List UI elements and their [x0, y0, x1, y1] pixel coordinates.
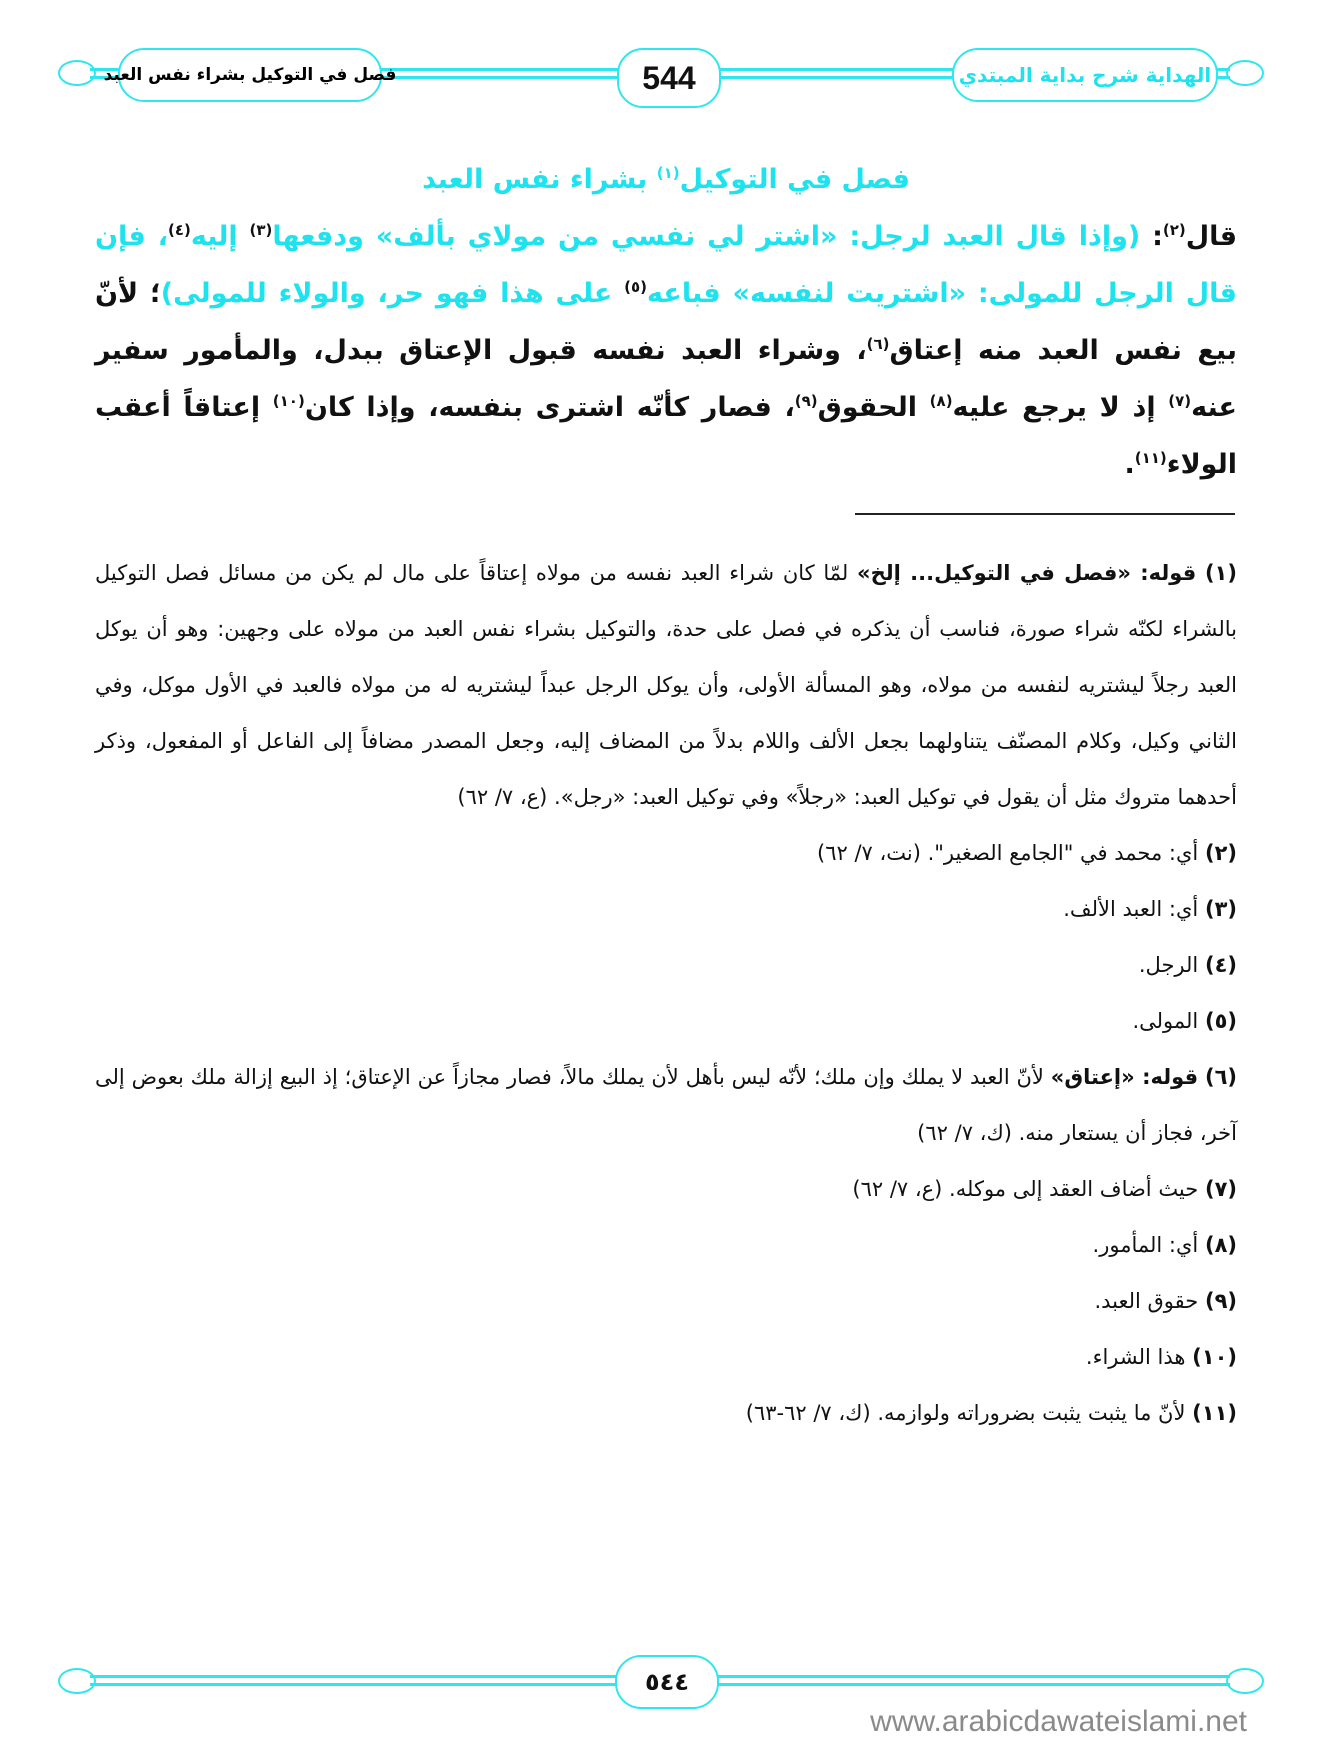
- footnote: [95, 1385, 1237, 1441]
- matn-text: ، فإن قال الرجل للمولى: «اشتريت لنفسه» فباعه: [95, 221, 1237, 309]
- footnote-ref: (٤): [167, 221, 191, 239]
- footnote: [95, 937, 1237, 993]
- footnote: [95, 1217, 1237, 1273]
- commentary-text: قال: [1185, 221, 1237, 252]
- commentary-text: ؛ لأنّ بيع نفس العبد منه إعتاق: [95, 278, 1237, 366]
- footnote-ref: (٨): [929, 392, 953, 410]
- footnote-lead: قوله: «إعتاق»: [1050, 1065, 1199, 1089]
- footnote-text: الرجل.: [1138, 953, 1199, 977]
- commentary-text: ، وشراء العبد نفسه قبول الإعتاق ببدل، والمأمور سفير عنه: [95, 335, 1237, 423]
- footnote-text: لأنّ ما يثبت يثبت بضروراته ولوازمه. (ك، ٧/ ٦٢-٦٣): [745, 1401, 1186, 1425]
- footnote-number: (٨): [1204, 1233, 1237, 1257]
- footnote-ref: (٩): [794, 392, 818, 410]
- footnotes: [95, 545, 1237, 1441]
- footnote-number: (٣): [1204, 897, 1237, 921]
- footer-page-number: ٥٤٤: [615, 1655, 719, 1709]
- footnote-ref: (٥): [624, 278, 648, 296]
- running-section-title: فصل في التوكيل بشراء نفس العبد: [118, 48, 382, 102]
- footnote-ref: (١): [656, 164, 680, 182]
- footnote: [95, 1161, 1237, 1217]
- matn-text: على هذا فهو حر، والولاء للمولى): [160, 278, 625, 309]
- footnote-separator: [855, 513, 1235, 515]
- ornament-end: [58, 60, 96, 86]
- footnote-text: أي: المأمور.: [1092, 1233, 1199, 1257]
- footnote-number: (٧): [1204, 1177, 1237, 1201]
- footnote-ref: (٣): [249, 221, 273, 239]
- footnote: [95, 1049, 1237, 1161]
- footnote: [95, 1329, 1237, 1385]
- footnote-ref: (٦): [866, 335, 890, 353]
- footnote-text: لمّا كان شراء العبد نفسه من مولاه إعتاقاً على مال لم يكن من مسائل فصل التوكيل بالشراء لكنّه شراء صورة، فناسب أن يذكره في فصل على حدة، والتوكيل بشراء نفس العبد من مولاه على وجهين: وهو أن يوكل العبد رجلاً ليشتريه لنفسه من مولاه، وهو المسألة الأولى، وأن يوكل الرجل عبداً ليشتريه له من مولاه فالعبد في الأول موكل، وفي الثاني وكيل، وكلام المصنّف يتناولهما بجعل الألف واللام بدلاً من المضاف إليه، وجعل المصدر مضافاً إلى الفاعل أو المفعول، وذكر أحدهما متروك مثل أن يقول في توكيل العبد: «رجلاً» وفي توكيل العبد: «رجل». (ع، ٧/ ٦٢): [95, 561, 1237, 809]
- footnote-text: لأنّ العبد لا يملك وإن ملك؛ لأنّه ليس بأهل لأن يملك مالاً، فصار مجازاً عن الإعتاق؛ إذ البيع إزالة ملك بعوض إلى آخر، فجاز أن يستعار منه. (ك، ٧/ ٦٢): [95, 1065, 1237, 1145]
- footnote-text: حيث أضاف العقد إلى موكله. (ع، ٧/ ٦٢): [852, 1177, 1199, 1201]
- footnote: [95, 545, 1237, 825]
- footnote-text: أي: محمد في "الجامع الصغير". (نت، ٧/ ٦٢): [817, 841, 1199, 865]
- page-number: 544: [617, 48, 721, 108]
- footnote-text: المولى.: [1132, 1009, 1199, 1033]
- ornament-end: [1226, 60, 1264, 86]
- footnote-number: (١): [1204, 561, 1237, 585]
- main-text: [95, 160, 1237, 493]
- matn-text: (وإذا قال العبد لرجل: «اشتر لي نفسي من مولاي بألف» ودفعها: [272, 221, 1141, 252]
- footnote: [95, 993, 1237, 1049]
- footnote-text: هذا الشراء.: [1085, 1345, 1186, 1369]
- footnote-ref: (٢): [1162, 221, 1186, 239]
- commentary-text: :: [1140, 221, 1163, 252]
- commentary-text: إذ لا يرجع عليه: [952, 392, 1169, 423]
- footnote-number: (٤): [1204, 953, 1237, 977]
- ornament-end: [1226, 1668, 1264, 1694]
- commentary-text: إعتاقاً أعقب الولاء: [95, 392, 1237, 480]
- footnote-number: (٢): [1204, 841, 1237, 865]
- footnote-lead: قوله: «فصل في التوكيل... إلخ»: [857, 561, 1197, 585]
- footnote-ref: (١١): [1134, 449, 1167, 467]
- footnote-number: (١١): [1192, 1401, 1237, 1425]
- ornament-end: [58, 1668, 96, 1694]
- footnote-number: (٦): [1204, 1065, 1238, 1089]
- footnote-ref: (٧): [1168, 392, 1192, 410]
- footnote-number: (١٠): [1192, 1345, 1237, 1369]
- footnote: [95, 1273, 1237, 1329]
- footnote: [95, 825, 1237, 881]
- footnote: [95, 881, 1237, 937]
- main-paragraph: [95, 208, 1237, 493]
- commentary-text: ، فصار كأنّه اشترى بنفسه، وإذا كان: [304, 392, 795, 423]
- title-text: فصل في التوكيل: [679, 164, 910, 195]
- footnote-number: (٩): [1204, 1289, 1237, 1313]
- chapter-title: [95, 160, 1237, 200]
- title-text: بشراء نفس العبد: [422, 164, 657, 195]
- commentary-text: .: [1124, 449, 1135, 480]
- book-title-logo: الهداية شرح بداية المبتدي: [952, 48, 1218, 102]
- footnote-text: أي: العبد الألف.: [1063, 897, 1199, 921]
- footnote-number: (٥): [1204, 1009, 1237, 1033]
- commentary-text: الحقوق: [817, 392, 930, 423]
- footnote-ref: (١٠): [272, 392, 305, 410]
- website-url: www.arabicdawateislami.net: [870, 1705, 1247, 1738]
- matn-text: إليه: [190, 221, 250, 252]
- footnote-text: حقوق العبد.: [1094, 1289, 1199, 1313]
